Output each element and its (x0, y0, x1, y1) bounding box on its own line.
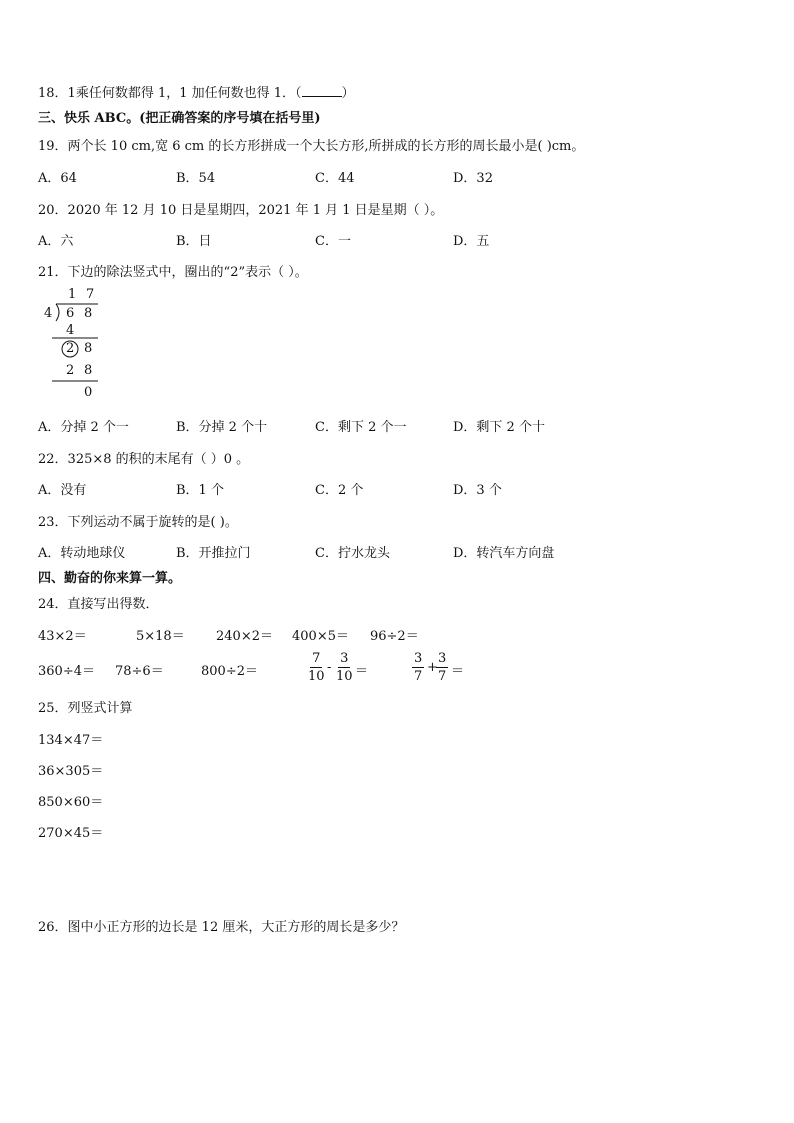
numerator: 3 (414, 651, 423, 666)
q20-option-d[interactable]: D．五 (453, 234, 490, 249)
q20-option-b[interactable]: B．日 (176, 234, 212, 249)
calc-item: 270×45＝ (38, 826, 104, 841)
dividend-digit: 8 (84, 306, 93, 321)
q20-option-c[interactable]: C．一 (315, 234, 351, 249)
calc-item: 5×18＝ (136, 629, 185, 644)
question-18 (38, 82, 355, 101)
quotient-digit: 1 (68, 287, 77, 302)
question-26-text: 26．图中小正方形的边长是 12 厘米，大正方形的周长是多少？ (38, 920, 405, 935)
calc-item: 800÷2＝ (201, 664, 258, 679)
step-digit: 2 (66, 363, 75, 378)
q21-option-b[interactable]: B．分掉 2 个十 (176, 420, 268, 435)
answer-blank[interactable] (302, 84, 342, 97)
fraction (334, 651, 355, 684)
calc-item: 134×47＝ (38, 733, 104, 748)
q19-option-b[interactable]: B．54 (176, 171, 216, 186)
long-division (38, 285, 108, 405)
section-4-heading: 四、勤奋的你来算一算。 (38, 571, 182, 586)
q22-option-d[interactable]: D．3 个 (453, 483, 502, 498)
denominator: 10 (336, 669, 353, 684)
q22-option-c[interactable]: C．2 个 (315, 483, 364, 498)
denominator: 7 (414, 669, 423, 684)
q21-option-c[interactable]: C．剩下 2 个一 (315, 420, 407, 435)
fraction (412, 651, 424, 684)
step-digit: 8 (84, 341, 93, 356)
question-20-text: 20．2020 年 12 月 10 日是星期四，2021 年 1 月 1 日是星期（ ）。 (38, 203, 444, 218)
denominator: 10 (308, 669, 325, 684)
q21-option-a[interactable]: A．分掉 2 个一 (38, 420, 129, 435)
circled-digit[interactable]: 2 (66, 341, 75, 356)
question-23-text: 23．下列运动不属于旋转的是( )。 (38, 515, 238, 530)
equals-sign: ＝ (355, 664, 369, 679)
numerator: 7 (312, 651, 321, 666)
dividend-digit: 6 (66, 306, 75, 321)
calc-item: 850×60＝ (38, 795, 104, 810)
fraction (306, 651, 327, 684)
q20-option-a[interactable]: A．六 (38, 234, 74, 249)
plus-sign: + (427, 660, 438, 675)
q22-option-b[interactable]: B．1 个 (176, 483, 224, 498)
quotient-digit: 7 (86, 287, 95, 302)
question-18-close: ） (341, 86, 355, 101)
q23-option-a[interactable]: A．转动地球仪 (38, 546, 126, 561)
question-25-text: 25．列竖式计算 (38, 701, 133, 716)
fraction (436, 651, 448, 684)
numerator: 3 (340, 651, 349, 666)
q23-option-c[interactable]: C．拧水龙头 (315, 546, 390, 561)
question-19-text: 19．两个长 10 cm,宽 6 cm 的长方形拼成一个大长方形,所拼成的长方形的周长最小是( )cm。 (38, 139, 585, 154)
question-24-text: 24．直接写出得数． (38, 597, 159, 612)
calc-item: 43×2＝ (38, 629, 87, 644)
calc-item: 36×305＝ (38, 764, 104, 779)
q23-option-d[interactable]: D．转汽车方向盘 (453, 546, 555, 561)
numerator: 3 (438, 651, 447, 666)
calc-item: 360÷4＝ (38, 664, 95, 679)
question-18-text: 18．1乘任何数都得 1，1 加任何数也得 1．（ (38, 86, 302, 101)
q22-option-a[interactable]: A．没有 (38, 483, 87, 498)
equals-sign: ＝ (451, 664, 465, 679)
remainder: 0 (84, 385, 93, 400)
minus-sign: - (327, 660, 332, 675)
q19-option-c[interactable]: C．44 (315, 171, 355, 186)
calc-item: 96÷2＝ (370, 629, 419, 644)
step-digit: 8 (84, 363, 93, 378)
step-product: 4 (66, 323, 75, 338)
denominator: 7 (438, 669, 447, 684)
q21-option-d[interactable]: D．剩下 2 个十 (453, 420, 545, 435)
divisor: 4 (44, 306, 53, 321)
q19-option-a[interactable]: A．64 (38, 171, 77, 186)
question-22-text: 22．325×8 的积的末尾有（ ）0 。 (38, 452, 250, 467)
calc-item: 240×2＝ (216, 629, 273, 644)
calc-item: 400×5＝ (292, 629, 349, 644)
calc-item: 78÷6＝ (115, 664, 164, 679)
question-21-text: 21．下边的除法竖式中，圈出的“2”表示（ ）。 (38, 265, 308, 280)
q23-option-b[interactable]: B．开推拉门 (176, 546, 251, 561)
q19-option-d[interactable]: D．32 (453, 171, 493, 186)
section-3-heading: 三、快乐 ABC。(把正确答案的序号填在括号里) (38, 111, 321, 126)
